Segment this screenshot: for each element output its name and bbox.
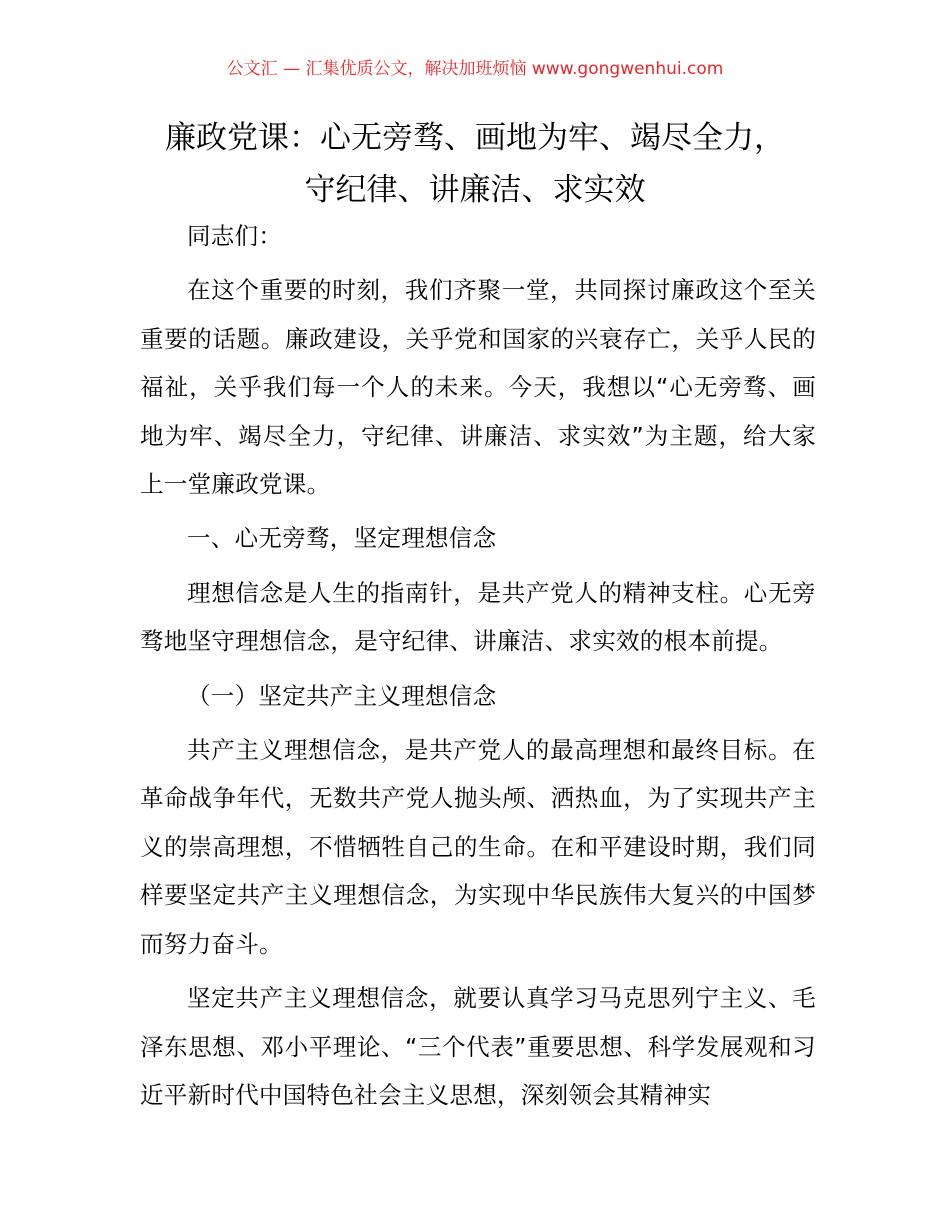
subsection-heading-1: （一）坚定共产主义理想信念 <box>187 681 497 710</box>
document-body <box>140 212 816 1119</box>
paragraph-communism: 共产主义理想信念，是共产党人的最高理想和最终目标。在革命战争年代，无数共产党人抛头颅、洒热血，为了实现共产主义的崇高理想，不惜牺牲自己的生命。在和平建设时期，我们同样要坚定共产主义理想信念，为实现中华民族伟大复兴的中国梦而努力奋斗。 <box>140 736 816 958</box>
document-title <box>100 112 850 216</box>
section-heading-1: 一、心无旁骛，坚定理想信念 <box>187 524 497 553</box>
header-banner: 公文汇 — 汇集优质公文，解决加班烦恼 www.gongwenhui.com <box>226 59 724 79</box>
paragraph-ideals: 理想信念是人生的指南针，是共产党人的精神支柱。心无旁骛地坚守理想信念，是守纪律、讲廉洁、求实效的根本前提。 <box>140 578 816 656</box>
title-line-2: 守纪律、讲廉洁、求实效 <box>304 172 646 208</box>
paragraph-study: 坚定共产主义理想信念，就要认真学习马克思列宁主义、毛泽东思想、邓小平理论、“三个代表”重要思想、科学发展观和习近平新时代中国特色社会主义思想，深刻领会其精神实 <box>140 984 816 1109</box>
salutation: 同志们： <box>187 222 283 250</box>
paragraph-intro: 在这个重要的时刻，我们齐聚一堂，共同探讨廉政这个至关重要的话题。廉政建设，关乎党和国家的兴衰存亡，关乎人民的福祉，关乎我们每一个人的未来。今天，我想以“心无旁骛、画地为牢、竭尽全力，守纪律、讲廉洁、求实效”为主题，给大家上一堂廉政党课。 <box>140 276 816 499</box>
title-line-1: 廉政党课：心无旁骛、画地为牢、竭尽全力， <box>165 120 785 156</box>
